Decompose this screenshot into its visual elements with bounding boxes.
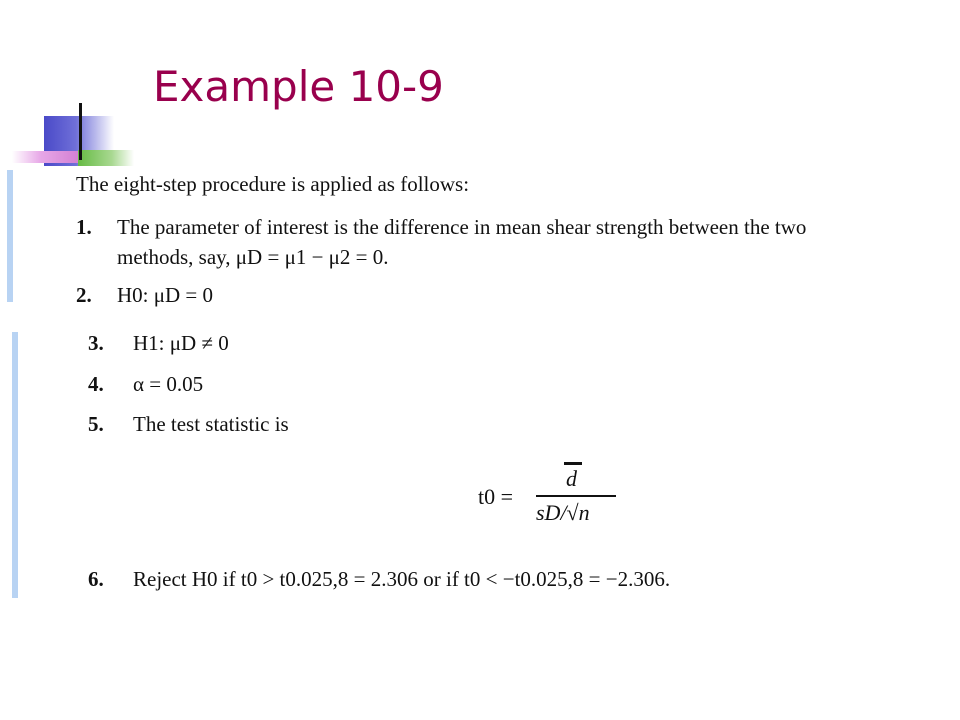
step-2-math: H0: μD = 0	[117, 283, 214, 307]
side-bar-top	[7, 170, 13, 302]
step-1-number: 1.	[76, 215, 92, 239]
formula-denominator: sD/√n	[536, 500, 590, 525]
step-1-line-1: The parameter of interest is the difference in mean shear strength between the two	[117, 215, 807, 239]
side-bar-bottom	[12, 332, 18, 598]
step-3-math: H1: μD ≠ 0	[133, 331, 229, 355]
step-4-number: 4.	[88, 372, 104, 396]
formula-bar-over-d	[564, 462, 582, 465]
step-3-number: 3.	[88, 331, 104, 355]
formula-lhs: t0 =	[478, 484, 514, 509]
test-statistic-formula	[478, 460, 638, 540]
title-ornament-pink	[12, 151, 84, 163]
step-1-line-2-text: methods, say,	[117, 245, 231, 269]
formula-numerator: d	[566, 466, 577, 491]
title-ornament-line	[79, 103, 82, 160]
slide-title: Example 10-9	[153, 62, 444, 111]
step-5-number: 5.	[88, 412, 104, 436]
step-1-math: μD = μ1 − μ2 = 0.	[235, 245, 389, 269]
step-6-number: 6.	[88, 567, 104, 591]
step-2-number: 2.	[76, 283, 92, 307]
formula-fraction-bar	[536, 495, 616, 497]
title-ornament-green	[78, 150, 134, 166]
step-5-text: The test statistic is	[133, 412, 289, 436]
step-1-line-2	[117, 245, 389, 270]
intro-text: The eight-step procedure is applied as follows:	[76, 172, 470, 196]
step-4-math: α = 0.05	[133, 372, 204, 396]
step-6-text: Reject H0 if t0 > t0.025,8 = 2.306 or if t0 < −t0.025,8 = −2.306.	[133, 567, 671, 591]
